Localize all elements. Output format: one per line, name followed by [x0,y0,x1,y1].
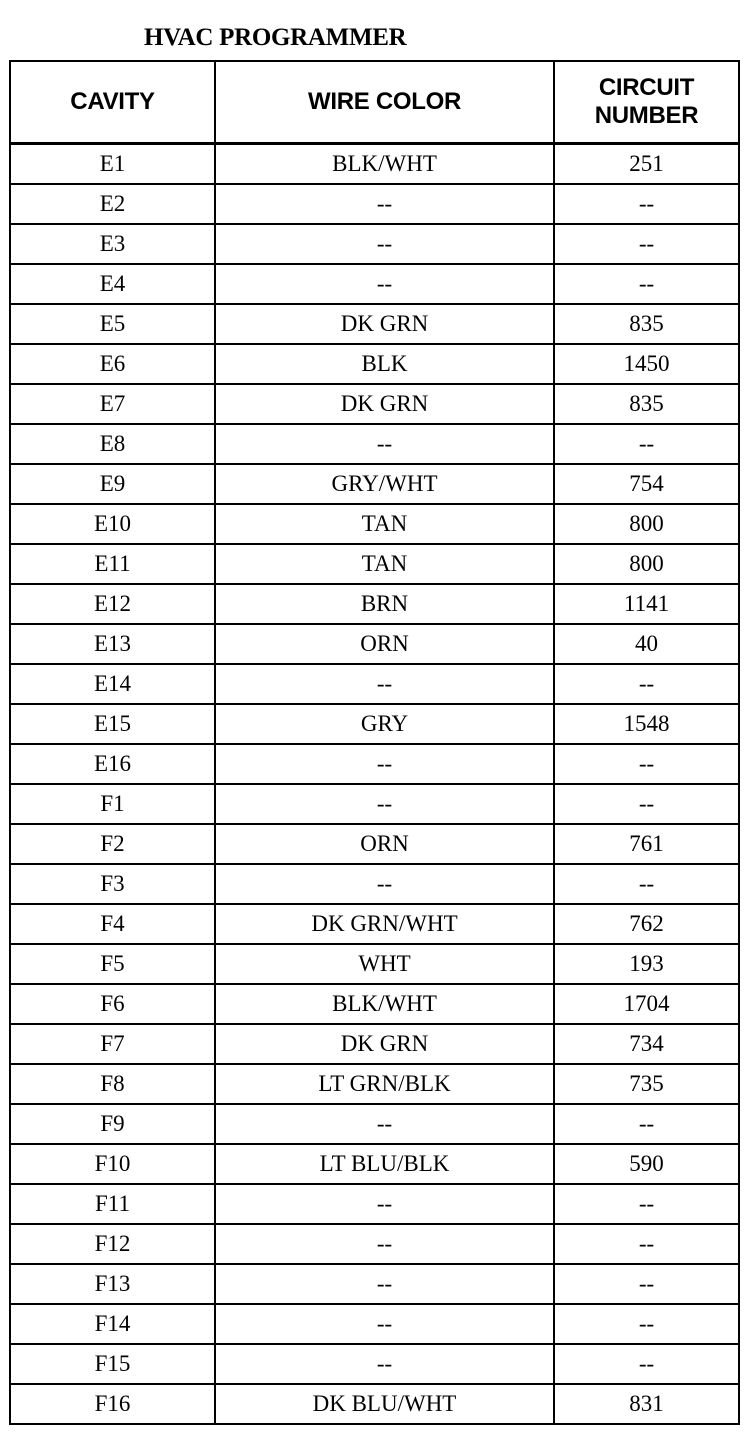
wire-color-cell: -- [215,264,554,304]
cavity-cell: F15 [10,1344,215,1384]
table-row [10,584,739,624]
circuit-number-cell: 1548 [554,704,739,744]
wire-color-cell: DK GRN [215,1024,554,1064]
circuit-number-cell: -- [554,1344,739,1384]
cavity-cell: E5 [10,304,215,344]
wire-color-cell: DK BLU/WHT [215,1384,554,1424]
table-row [10,1104,739,1144]
wire-color-cell: GRY/WHT [215,464,554,504]
circuit-number-cell: -- [554,1304,739,1344]
wire-color-cell: -- [215,864,554,904]
cavity-cell: E4 [10,264,215,304]
wire-color-cell: LT BLU/BLK [215,1144,554,1184]
wire-color-cell: BRN [215,584,554,624]
wire-color-cell: ORN [215,624,554,664]
table-row [10,1264,739,1304]
cavity-cell: F13 [10,1264,215,1304]
table-row [10,1304,739,1344]
circuit-number-cell: 1141 [554,584,739,624]
cavity-cell: E8 [10,424,215,464]
header-wire-color: WIRE COLOR [215,61,554,144]
circuit-number-cell: 831 [554,1384,739,1424]
cavity-cell: F1 [10,784,215,824]
cavity-cell: E10 [10,504,215,544]
wire-color-cell: -- [215,664,554,704]
circuit-number-cell: -- [554,1264,739,1304]
table-row [10,744,739,784]
cavity-cell: F16 [10,1384,215,1424]
wire-color-cell: -- [215,224,554,264]
wire-color-cell: -- [215,1184,554,1224]
cavity-cell: E15 [10,704,215,744]
cavity-cell: E13 [10,624,215,664]
cavity-cell: F4 [10,904,215,944]
wire-color-cell: TAN [215,504,554,544]
circuit-number-cell: 734 [554,1024,739,1064]
wire-color-cell: BLK/WHT [215,984,554,1024]
wire-color-cell: DK GRN [215,384,554,424]
circuit-number-cell: -- [554,664,739,704]
cavity-cell: E16 [10,744,215,784]
table-row [10,504,739,544]
wire-color-cell: BLK/WHT [215,144,554,185]
circuit-number-cell: -- [554,1224,739,1264]
table-row [10,864,739,904]
table-row [10,544,739,584]
table-row [10,344,739,384]
cavity-cell: F2 [10,824,215,864]
table-row [10,704,739,744]
table-row [10,464,739,504]
table-row [10,1384,739,1424]
table-row [10,984,739,1024]
wire-color-cell: -- [215,424,554,464]
circuit-number-cell: -- [554,784,739,824]
cavity-cell: F10 [10,1144,215,1184]
circuit-number-cell: -- [554,744,739,784]
cavity-cell: F11 [10,1184,215,1224]
circuit-number-cell: 193 [554,944,739,984]
cavity-cell: F8 [10,1064,215,1104]
table-row [10,304,739,344]
cavity-cell: E2 [10,184,215,224]
circuit-number-cell: 800 [554,504,739,544]
table-row [10,1144,739,1184]
cavity-cell: F3 [10,864,215,904]
table-row [10,624,739,664]
table-row [10,1184,739,1224]
cavity-cell: F6 [10,984,215,1024]
cavity-cell: E3 [10,224,215,264]
cavity-cell: E1 [10,144,215,185]
circuit-number-cell: 800 [554,544,739,584]
cavity-cell: F5 [10,944,215,984]
wire-color-cell: -- [215,1104,554,1144]
table-row [10,1064,739,1104]
cavity-cell: F12 [10,1224,215,1264]
table-row [10,1344,739,1384]
wire-color-cell: -- [215,784,554,824]
page-title: HVAC PROGRAMMER [144,24,407,51]
header-circuit-number [554,61,739,144]
table-row [10,664,739,704]
table-row [10,1024,739,1064]
wire-color-cell: -- [215,1304,554,1344]
circuit-number-cell: 835 [554,304,739,344]
table-row [10,264,739,304]
circuit-number-cell: -- [554,264,739,304]
cavity-cell: F14 [10,1304,215,1344]
circuit-number-cell: 835 [554,384,739,424]
circuit-number-cell: 735 [554,1064,739,1104]
circuit-number-cell: 761 [554,824,739,864]
circuit-number-cell: -- [554,1184,739,1224]
table-row [10,904,739,944]
wire-color-cell: -- [215,1264,554,1304]
cavity-cell: E7 [10,384,215,424]
wire-color-cell: -- [215,744,554,784]
header-circuit-line1: CIRCUIT [598,74,695,101]
circuit-number-cell: 762 [554,904,739,944]
circuit-number-cell: -- [554,184,739,224]
table-row [10,424,739,464]
wire-color-cell: DK GRN/WHT [215,904,554,944]
table-header [10,61,739,144]
cavity-cell: E9 [10,464,215,504]
wire-color-cell: DK GRN [215,304,554,344]
wire-color-cell: -- [215,1224,554,1264]
wire-color-cell: GRY [215,704,554,744]
table-row [10,944,739,984]
circuit-number-cell: -- [554,424,739,464]
cavity-cell: F7 [10,1024,215,1064]
circuit-number-cell: -- [554,224,739,264]
wire-color-cell: TAN [215,544,554,584]
circuit-number-cell: -- [554,864,739,904]
cavity-cell: F9 [10,1104,215,1144]
cavity-cell: E12 [10,584,215,624]
table-row [10,384,739,424]
table-row [10,1224,739,1264]
circuit-number-cell: 251 [554,144,739,185]
connector-table [9,60,740,1425]
wire-color-cell: LT GRN/BLK [215,1064,554,1104]
circuit-number-cell: -- [554,1104,739,1144]
header-circuit-line2: NUMBER [594,102,699,129]
cavity-cell: E14 [10,664,215,704]
circuit-number-cell: 40 [554,624,739,664]
circuit-number-cell: 1450 [554,344,739,384]
cavity-cell: E11 [10,544,215,584]
wire-color-cell: BLK [215,344,554,384]
table-body [10,144,739,1425]
table-row [10,784,739,824]
table-row [10,144,739,185]
header-row [10,61,739,144]
table-row [10,824,739,864]
wire-color-cell: WHT [215,944,554,984]
cavity-cell: E6 [10,344,215,384]
wire-color-cell: -- [215,1344,554,1384]
table-row [10,224,739,264]
wire-color-cell: -- [215,184,554,224]
table-row [10,184,739,224]
circuit-number-cell: 1704 [554,984,739,1024]
circuit-number-cell: 754 [554,464,739,504]
wire-color-cell: ORN [215,824,554,864]
header-cavity: CAVITY [10,61,215,144]
circuit-number-cell: 590 [554,1144,739,1184]
